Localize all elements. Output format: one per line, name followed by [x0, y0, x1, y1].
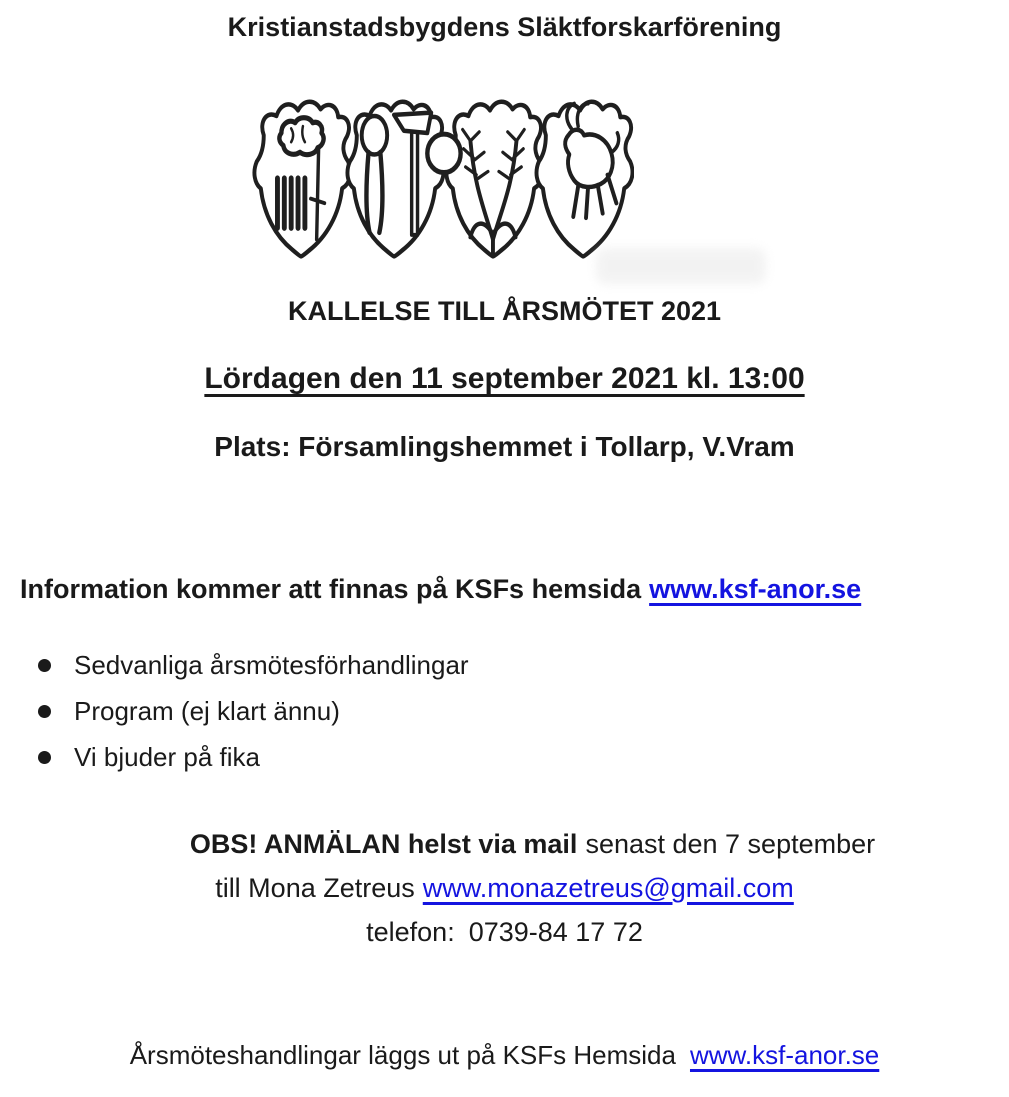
bullet-icon	[38, 751, 51, 764]
agenda-bullet-list	[38, 642, 469, 780]
ring-icon	[427, 134, 460, 172]
org-title: Kristianstadsbygdens Släktforskarförening	[227, 12, 782, 42]
place-line: Plats: Församlingshemmet i Tollarp, V.Vram	[214, 431, 795, 462]
list-item-text: Program (ej klart ännu)	[74, 695, 340, 726]
list-item	[38, 688, 469, 734]
list-item	[38, 642, 469, 688]
registration-block	[0, 822, 1009, 954]
bullet-icon	[38, 659, 51, 672]
phone-number: 0739-84 17 72	[468, 917, 643, 947]
bullet-icon	[38, 705, 51, 718]
date-line	[0, 362, 1009, 396]
registration-contact-line	[0, 866, 1009, 910]
obs-anmalan-text: OBS! ANMÄLAN helst via mail	[189, 829, 578, 859]
seal-shield-1	[254, 102, 350, 257]
footer-website-link[interactable]: www.ksf-anor.se	[689, 1040, 880, 1070]
date-line-text: Lördagen den 11 september 2021 kl. 13:00	[204, 362, 805, 395]
registration-phone-line	[0, 910, 1009, 954]
ksf-website-link[interactable]: www.ksf-anor.se	[649, 574, 862, 604]
meeting-heading: KALLELSE TILL ÅRSMÖTET 2021	[287, 296, 722, 326]
phone-label: telefon:	[366, 917, 455, 947]
society-seals-logo	[252, 90, 634, 262]
email-link[interactable]: www.monazetreus@gmail.com	[422, 873, 794, 903]
info-line	[20, 574, 861, 605]
footer-line	[0, 1040, 1009, 1071]
deadline-text: senast den 7 september	[585, 829, 876, 859]
seal-shield-4	[537, 102, 633, 257]
registration-deadline-line	[28, 822, 1009, 866]
footer-text: Årsmöteshandlingar läggs ut på KSFs Hemsida	[129, 1040, 676, 1070]
scan-smudge	[596, 248, 766, 284]
list-item-text: Sedvanliga årsmötesförhandlingar	[74, 649, 469, 680]
list-item	[38, 734, 469, 780]
contact-name-text: till Mona Zetreus	[215, 873, 415, 903]
seals-logo-drawing	[252, 90, 634, 262]
info-line-text: Information kommer att finnas på KSFs hemsida	[20, 574, 642, 604]
list-item-text: Vi bjuder på fika	[74, 741, 260, 772]
